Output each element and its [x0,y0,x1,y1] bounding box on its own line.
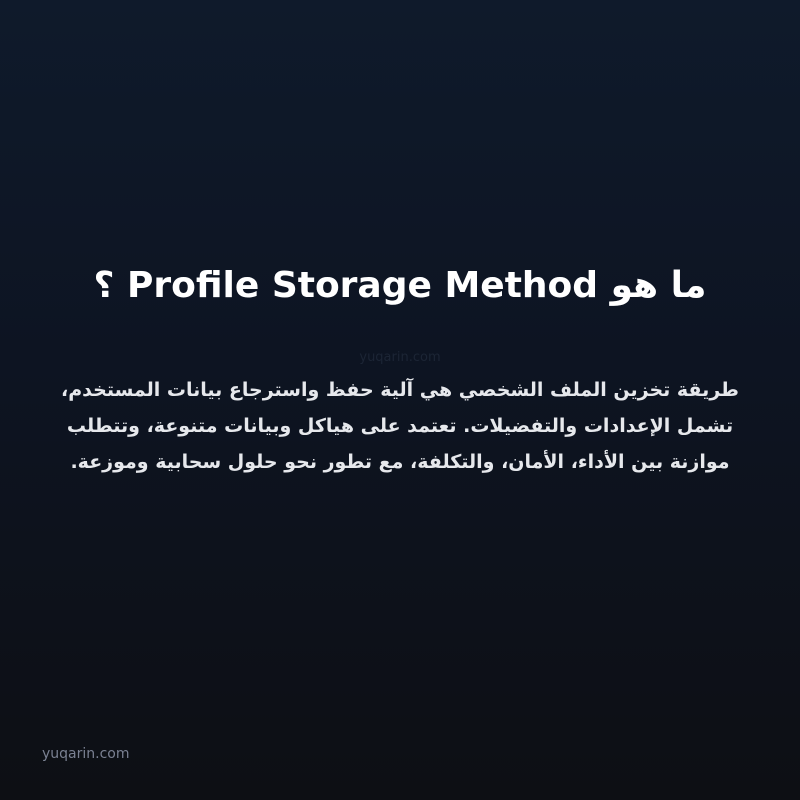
description-paragraph: طريقة تخزين الملف الشخصي هي آلية حفظ واسترجاع بيانات المستخدم، تشمل الإعدادات والتفضيلات. تعتمد على هياكل وبيانات متنوعة، وتتطلب موازنة بين الأداء، الأمان، والتكلفة، مع تطور نحو حلول سحابية وموزعة. [61,379,739,473]
center-watermark: yuqarin.com [359,350,441,365]
page-title: ما هو Profile Storage Method ؟ [93,265,707,306]
footer-brand-link[interactable]: yuqarin.com [42,746,130,762]
